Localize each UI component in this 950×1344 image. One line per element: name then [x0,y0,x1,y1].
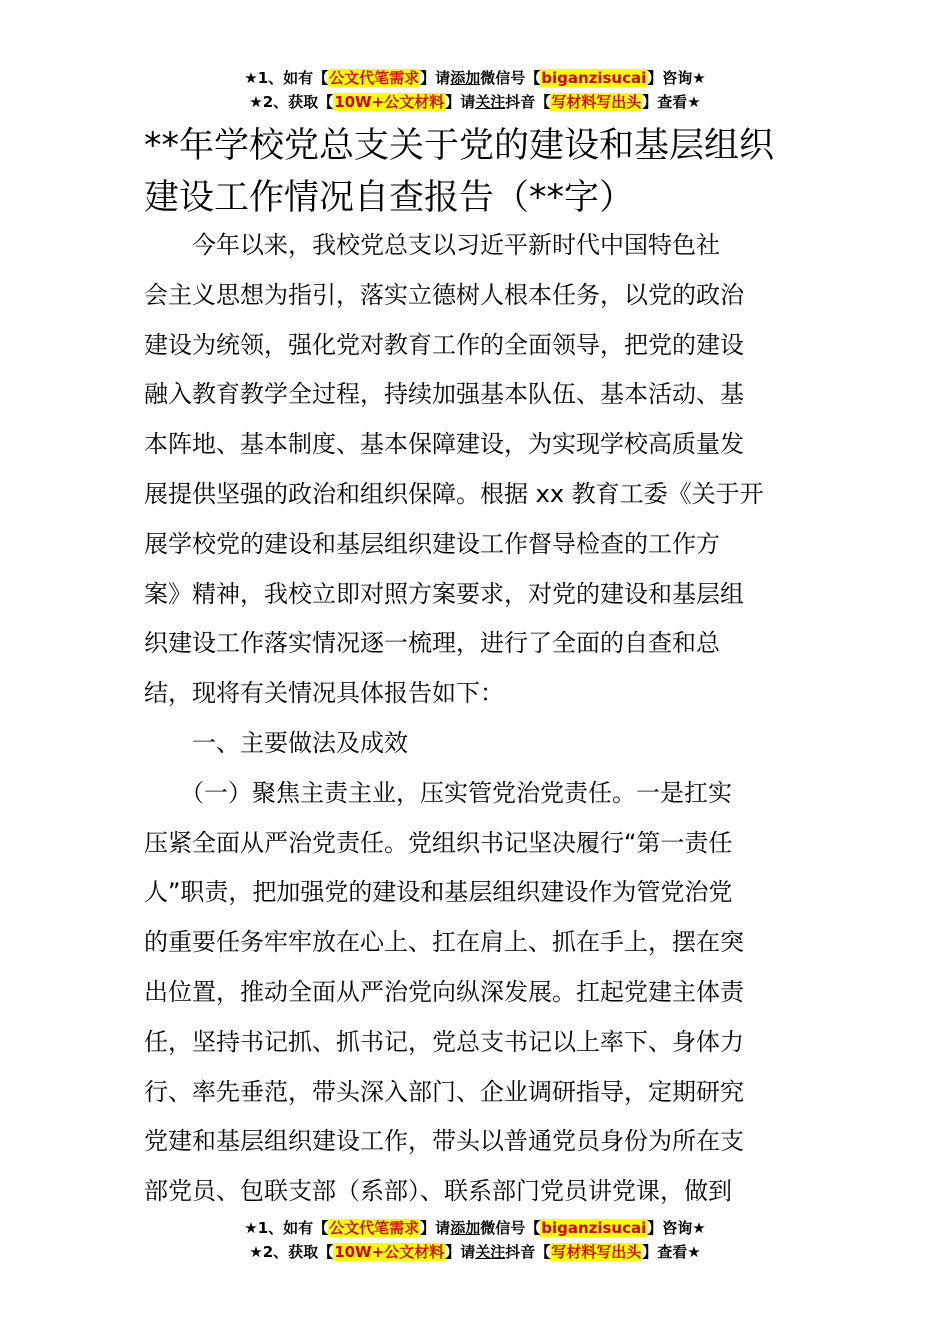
body-line: 部党员、包联支部（系部）、联系部门党员讲党课，做到 [144,1177,732,1206]
body-line: 会主义思想为指引，落实立德树人根本任务，以党的政治 [144,280,744,309]
body-line: 融入教育教学全过程，持续加强基本队伍、基本活动、基 [144,380,744,409]
section-heading: 一、主要做法及成效 [144,728,408,757]
promo-line-1: ★1、如有【公文代笔需求】请添加微信号【biganzisucai】咨询★ [244,69,706,87]
promo-line-2: ★2、获取【10W+公文材料】请关注抖音【写材料写出头】查看★ [249,93,701,111]
body-line: 出位置，推动全面从严治党向纵深发展。扛起党建主体责 [144,977,744,1006]
body-line: 结，现将有关情况具体报告如下： [144,679,504,708]
body-line: 本阵地、基本制度、基本保障建设，为实现学校高质量发 [144,430,744,459]
title-line: **年学校党总支关于党的建设和基层组织 [144,126,775,166]
body-line: （一）聚焦主责主业，压实管党治党责任。一是扛实 [144,778,732,807]
highlight-douyin-account: 写材料写出头 [551,93,642,111]
body-line: 今年以来，我校党总支以习近平新时代中国特色社 [144,231,720,259]
body-line: 行、率先垂范，带头深入部门、企业调研指导，定期研究 [144,1077,744,1106]
document-title [144,120,814,224]
document-body [144,221,814,1217]
promo-line-2: ★2、获取【10W+公文材料】请关注抖音【写材料写出头】查看★ [249,1243,701,1261]
body-line: 压紧全面从严治党责任。党组织书记坚决履行“第一责任 [144,828,733,857]
highlight-service: 公文代笔需求 [329,1219,420,1237]
highlight-service: 公文代笔需求 [329,69,420,87]
body-line: 的重要任务牢牢放在心上、扛在肩上、抓在手上，摆在突 [144,928,744,957]
body-line: 建设为统领，强化党对教育工作的全面领导，把党的建设 [144,330,744,359]
body-line: 党建和基层组织建设工作，带头以普通党员身份为所在支 [144,1127,744,1156]
body-line: 案》精神，我校立即对照方案要求，对党的建设和基层组 [144,579,744,608]
body-line: 任，坚持书记抓、抓书记，党总支书记以上率下、身体力 [144,1027,744,1056]
highlight-wechat-id: biganzisucai [541,1219,647,1237]
body-line: 织建设工作落实情况逐一梳理，进行了全面的自查和总 [144,629,720,658]
highlight-douyin-account: 写材料写出头 [551,1243,642,1261]
bottom-promo-banner [0,1216,950,1264]
body-line: 展学校党的建设和基层组织建设工作督导检查的工作方 [144,529,720,558]
highlight-materials: 10W+公文材料 [334,1243,445,1261]
highlight-wechat-id: biganzisucai [541,69,647,87]
top-promo-banner [0,66,950,114]
title-line: 建设工作情况自查报告（**字） [144,178,635,218]
highlight-materials: 10W+公文材料 [334,93,445,111]
body-line: 人”职责，把加强党的建设和基层组织建设作为管党治党 [144,878,733,907]
promo-line-1: ★1、如有【公文代笔需求】请添加微信号【biganzisucai】咨询★ [244,1219,706,1237]
body-line: 展提供坚强的政治和组织保障。根据 xx 教育工委《关于开 [144,479,764,508]
